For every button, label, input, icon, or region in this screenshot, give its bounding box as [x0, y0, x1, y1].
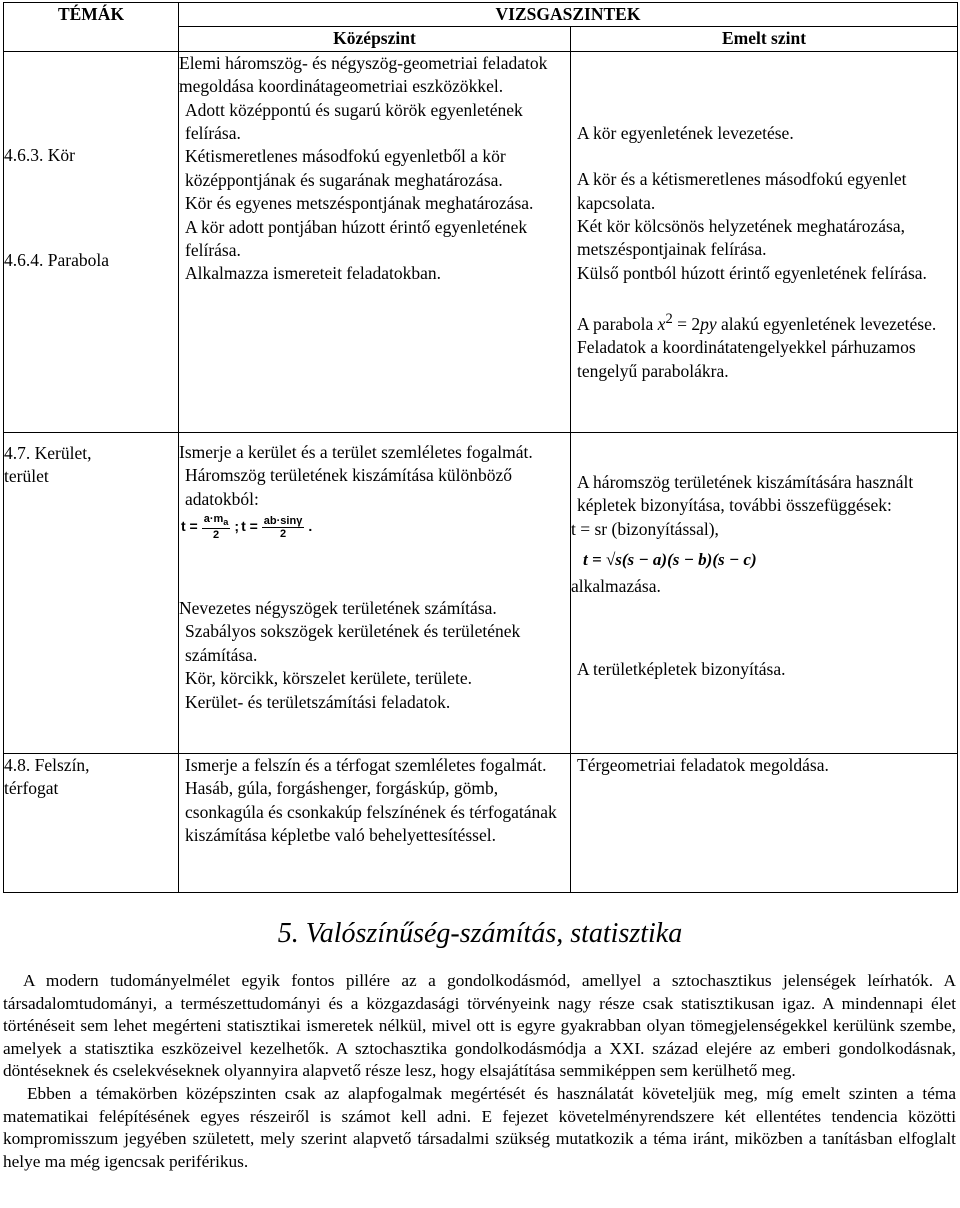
table-row [4, 51, 958, 432]
list-item: Adott középpontú és sugarú körök egyenletének felírása. [185, 99, 523, 144]
list-item: Ismerje a felszín és a térfogat szemléletes fogalmát. [185, 754, 547, 775]
list-item: Alkalmazza ismereteit feladatokban. [185, 263, 442, 284]
list-item: Két kör kölcsönös helyzetének meghatározása, metszéspontjainak felírása. [577, 216, 905, 260]
list-item: Elemi háromszög- és négyszög-geometriai feladatok megoldása koordinátageometriai eszközökkel. [179, 52, 548, 97]
topic-perimeter-area: 4.7. Kerület, terület [4, 432, 179, 753]
requirements-table [3, 2, 958, 893]
list-item: Kör, körcikk, körszelet kerülete, területe. [185, 668, 472, 689]
topic-parabola: 4.6.4. Parabola [4, 250, 109, 271]
topic-surface-volume: 4.8. Felszín, térfogat [4, 753, 179, 892]
heron-formula: t = √s(s − a)(s − b)(s − c) [583, 550, 757, 570]
list-item: A háromszög területének kiszámítására használt képletek bizonyítása, további összefüggések: [577, 471, 914, 516]
list-item: Feladatok a koordinátatengelyekkel párhuzamos tengelyű parabolákra. [577, 337, 916, 381]
list-item: Ismerje a kerület és a terület szemléletes fogalmát. [179, 441, 533, 462]
list-item: A kör adott pontjában húzott érintő egyenletének felírása. [185, 216, 528, 261]
header-topics: TÉMÁK [4, 3, 179, 52]
list-item: Hasáb, gúla, forgáshenger, forgáskúp, gömb, csonkagúla és csonkakúp felszínének és térfogatának kiszámítása képletbe való behelyettesítéssel. [185, 778, 557, 846]
triangle-area-formula: t = $\frac{a\cdot m_a}{2}$ ; t = $\frac{ab\cdot\sin\gamma}{2}$ . [181, 512, 313, 542]
table-row [4, 432, 958, 753]
parabola-equation-item: A parabola $x^2 = 2py$ alakú egyenletének levezetése. [577, 311, 937, 335]
table-row [4, 753, 958, 892]
list-item: Kör és egyenes metszéspontjának meghatározása. [185, 193, 534, 214]
list-item: A kör egyenletének levezetése. [577, 122, 794, 143]
paragraph: Ebben a témakörben középszinten csak az alapfogalmak megértését és használatát követeljük meg, míg emelt szinten a téma matematikai felépítésének egyes részeiről is számot kell adni. E fejezet követelményrendszere két ellentétes tendencia közötti kompromisszum jegyében született, mely szerint alapvető társadalmi szükség mutatkozik a téma iránt, miközben a tanításban elfoglalt helye ma még igencsak periférikus. [3, 1083, 956, 1171]
list-item: Térgeometriai feladatok megoldása. [577, 754, 829, 775]
header-exam-levels: VIZSGASZINTEK [179, 3, 958, 27]
high-level-cell [571, 432, 958, 753]
paragraph: A modern tudományelmélet egyik fontos pillére az a gondolkodásmód, amellyel a sztochasztikus jelenségek leírhatók. A társadalomtudományi, a természettudományi és a közgazdasági törvényeink nagy része csak statisztikusan igaz. A mindennapi élet történéseit sem lehet megérteni statisztikai ismeretek nélkül, mivel ott is egyre gyakrabban olyan tömegjelenségekkel kerülünk szembe, amelyek a statisztika eszközeivel kezelhetők. A sztochasztika gondolkodásmódja a XXI. század elejére az emberi gondolkodásnak, döntéseknek és cselekvéseknek olyannyira alapvető része lesz, hogy elsajátítása semmiképpen sem kerülhető meg. [3, 971, 956, 1081]
section-title: 5. Valószínűség-számítás, statisztika [277, 918, 683, 949]
list-item: t = sr (bizonyítással), [571, 518, 719, 539]
header-mid-level: Középszint [179, 27, 571, 51]
mid-level-cell [179, 753, 571, 892]
list-item: A területképletek bizonyítása. [577, 659, 786, 680]
mid-level-cell [179, 432, 571, 753]
list-item: Háromszög területének kiszámítása különböző adatokból: [185, 465, 513, 509]
high-level-cell [571, 51, 958, 432]
section-body [3, 970, 956, 1173]
list-item: A kör és a kétismeretlenes másodfokú egyenlet kapcsolata. [577, 169, 907, 213]
topic-circle: 4.6.3. Kör [4, 144, 75, 165]
list-item: alkalmazása. [571, 576, 661, 597]
list-item: Nevezetes négyszögek területének számítása. [179, 598, 497, 619]
header-high-level: Emelt szint [571, 27, 958, 51]
list-item: Kerület- és területszámítási feladatok. [185, 691, 451, 712]
list-item: Kétismeretlenes másodfokú egyenletből a kör középpontjának és sugarának meghatározása. [185, 146, 506, 190]
list-item: Külső pontból húzott érintő egyenletének felírása. [577, 262, 927, 283]
list-item: Szabályos sokszögek kerületének és területének számítása. [185, 621, 521, 665]
high-level-cell [571, 753, 958, 892]
mid-level-cell [179, 51, 571, 432]
topic-cell [4, 51, 179, 432]
